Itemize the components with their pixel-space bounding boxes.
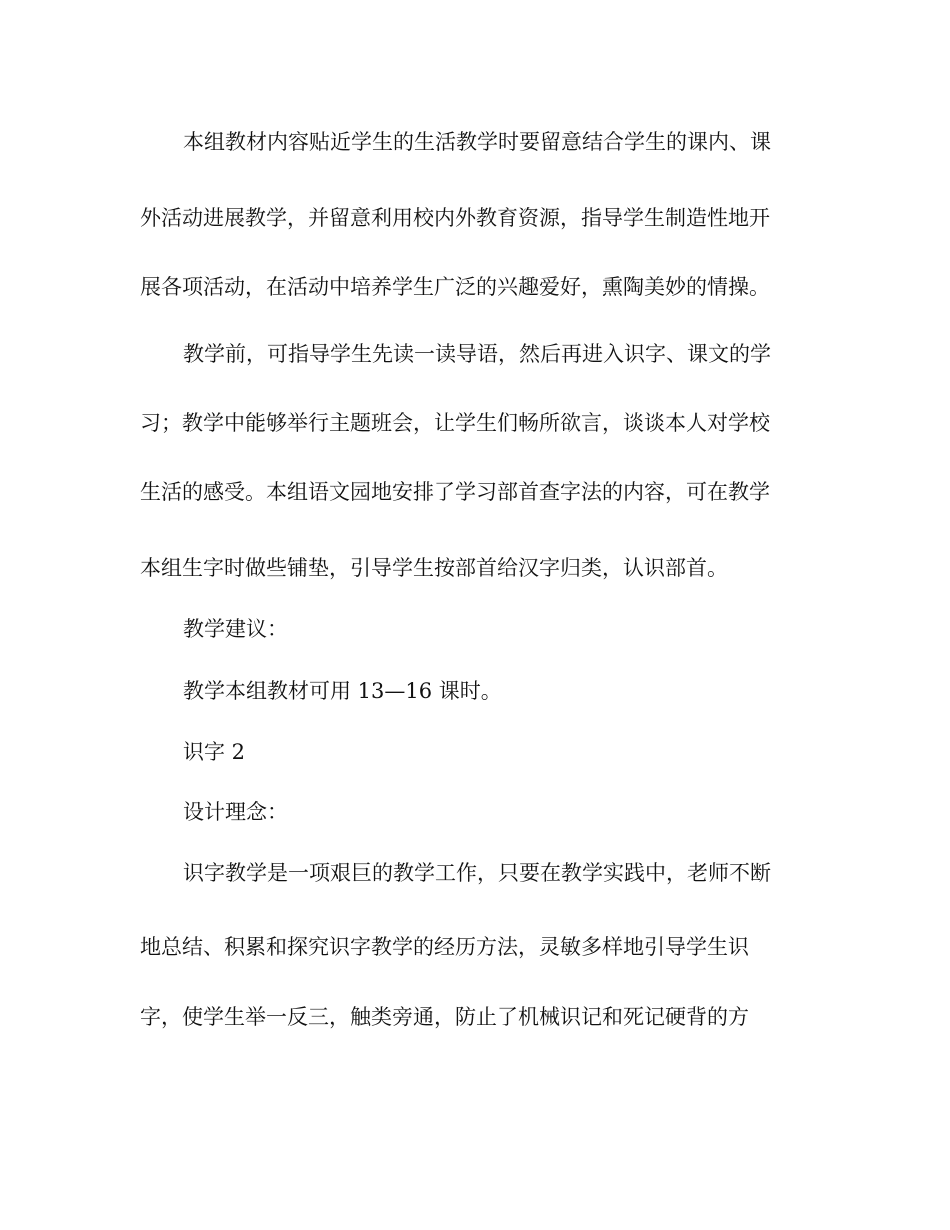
paragraph-2-line-4: 本组生字时做些铺垫，引导学生按部首给汉字归类，认识部首。: [140, 556, 728, 580]
teaching-hours-line: 教学本组教材可用 13—16 课时。: [183, 679, 502, 703]
heading-teaching-suggestions: 教学建议：: [183, 617, 288, 641]
paragraph-3-line-1: 识字教学是一项艰巨的教学工作，只要在教学实践中，老师不断: [183, 861, 771, 885]
paragraph-2-line-1: 教学前，可指导学生先读一读导语，然后再进入识字、课文的学: [183, 342, 771, 366]
heading-literacy-2: 识字 2: [183, 740, 246, 764]
paragraph-3-line-3: 字，使学生举一反三，触类旁通，防止了机械识记和死记硬背的方: [140, 1005, 749, 1029]
paragraph-3-line-2: 地总结、积累和探究识字教学的经历方法，灵敏多样地引导学生识: [140, 935, 749, 959]
heading-design-concept: 设计理念：: [183, 800, 288, 824]
paragraph-1-line-3: 展各项活动，在活动中培养学生广泛的兴趣爱好，熏陶美妙的情操。: [140, 275, 770, 299]
paragraph-1-line-1: 本组教材内容贴近学生的生活教学时要留意结合学生的课内、课: [183, 130, 771, 154]
paragraph-2-line-2: 习；教学中能够举行主题班会，让学生们畅所欲言，谈谈本人对学校: [140, 411, 770, 435]
paragraph-1-line-2: 外活动进展教学，并留意利用校内外教育资源，指导学生制造性地开: [140, 206, 770, 230]
paragraph-2-line-3: 生活的感受。本组语文园地安排了学习部首查字法的内容，可在教学: [140, 480, 770, 504]
